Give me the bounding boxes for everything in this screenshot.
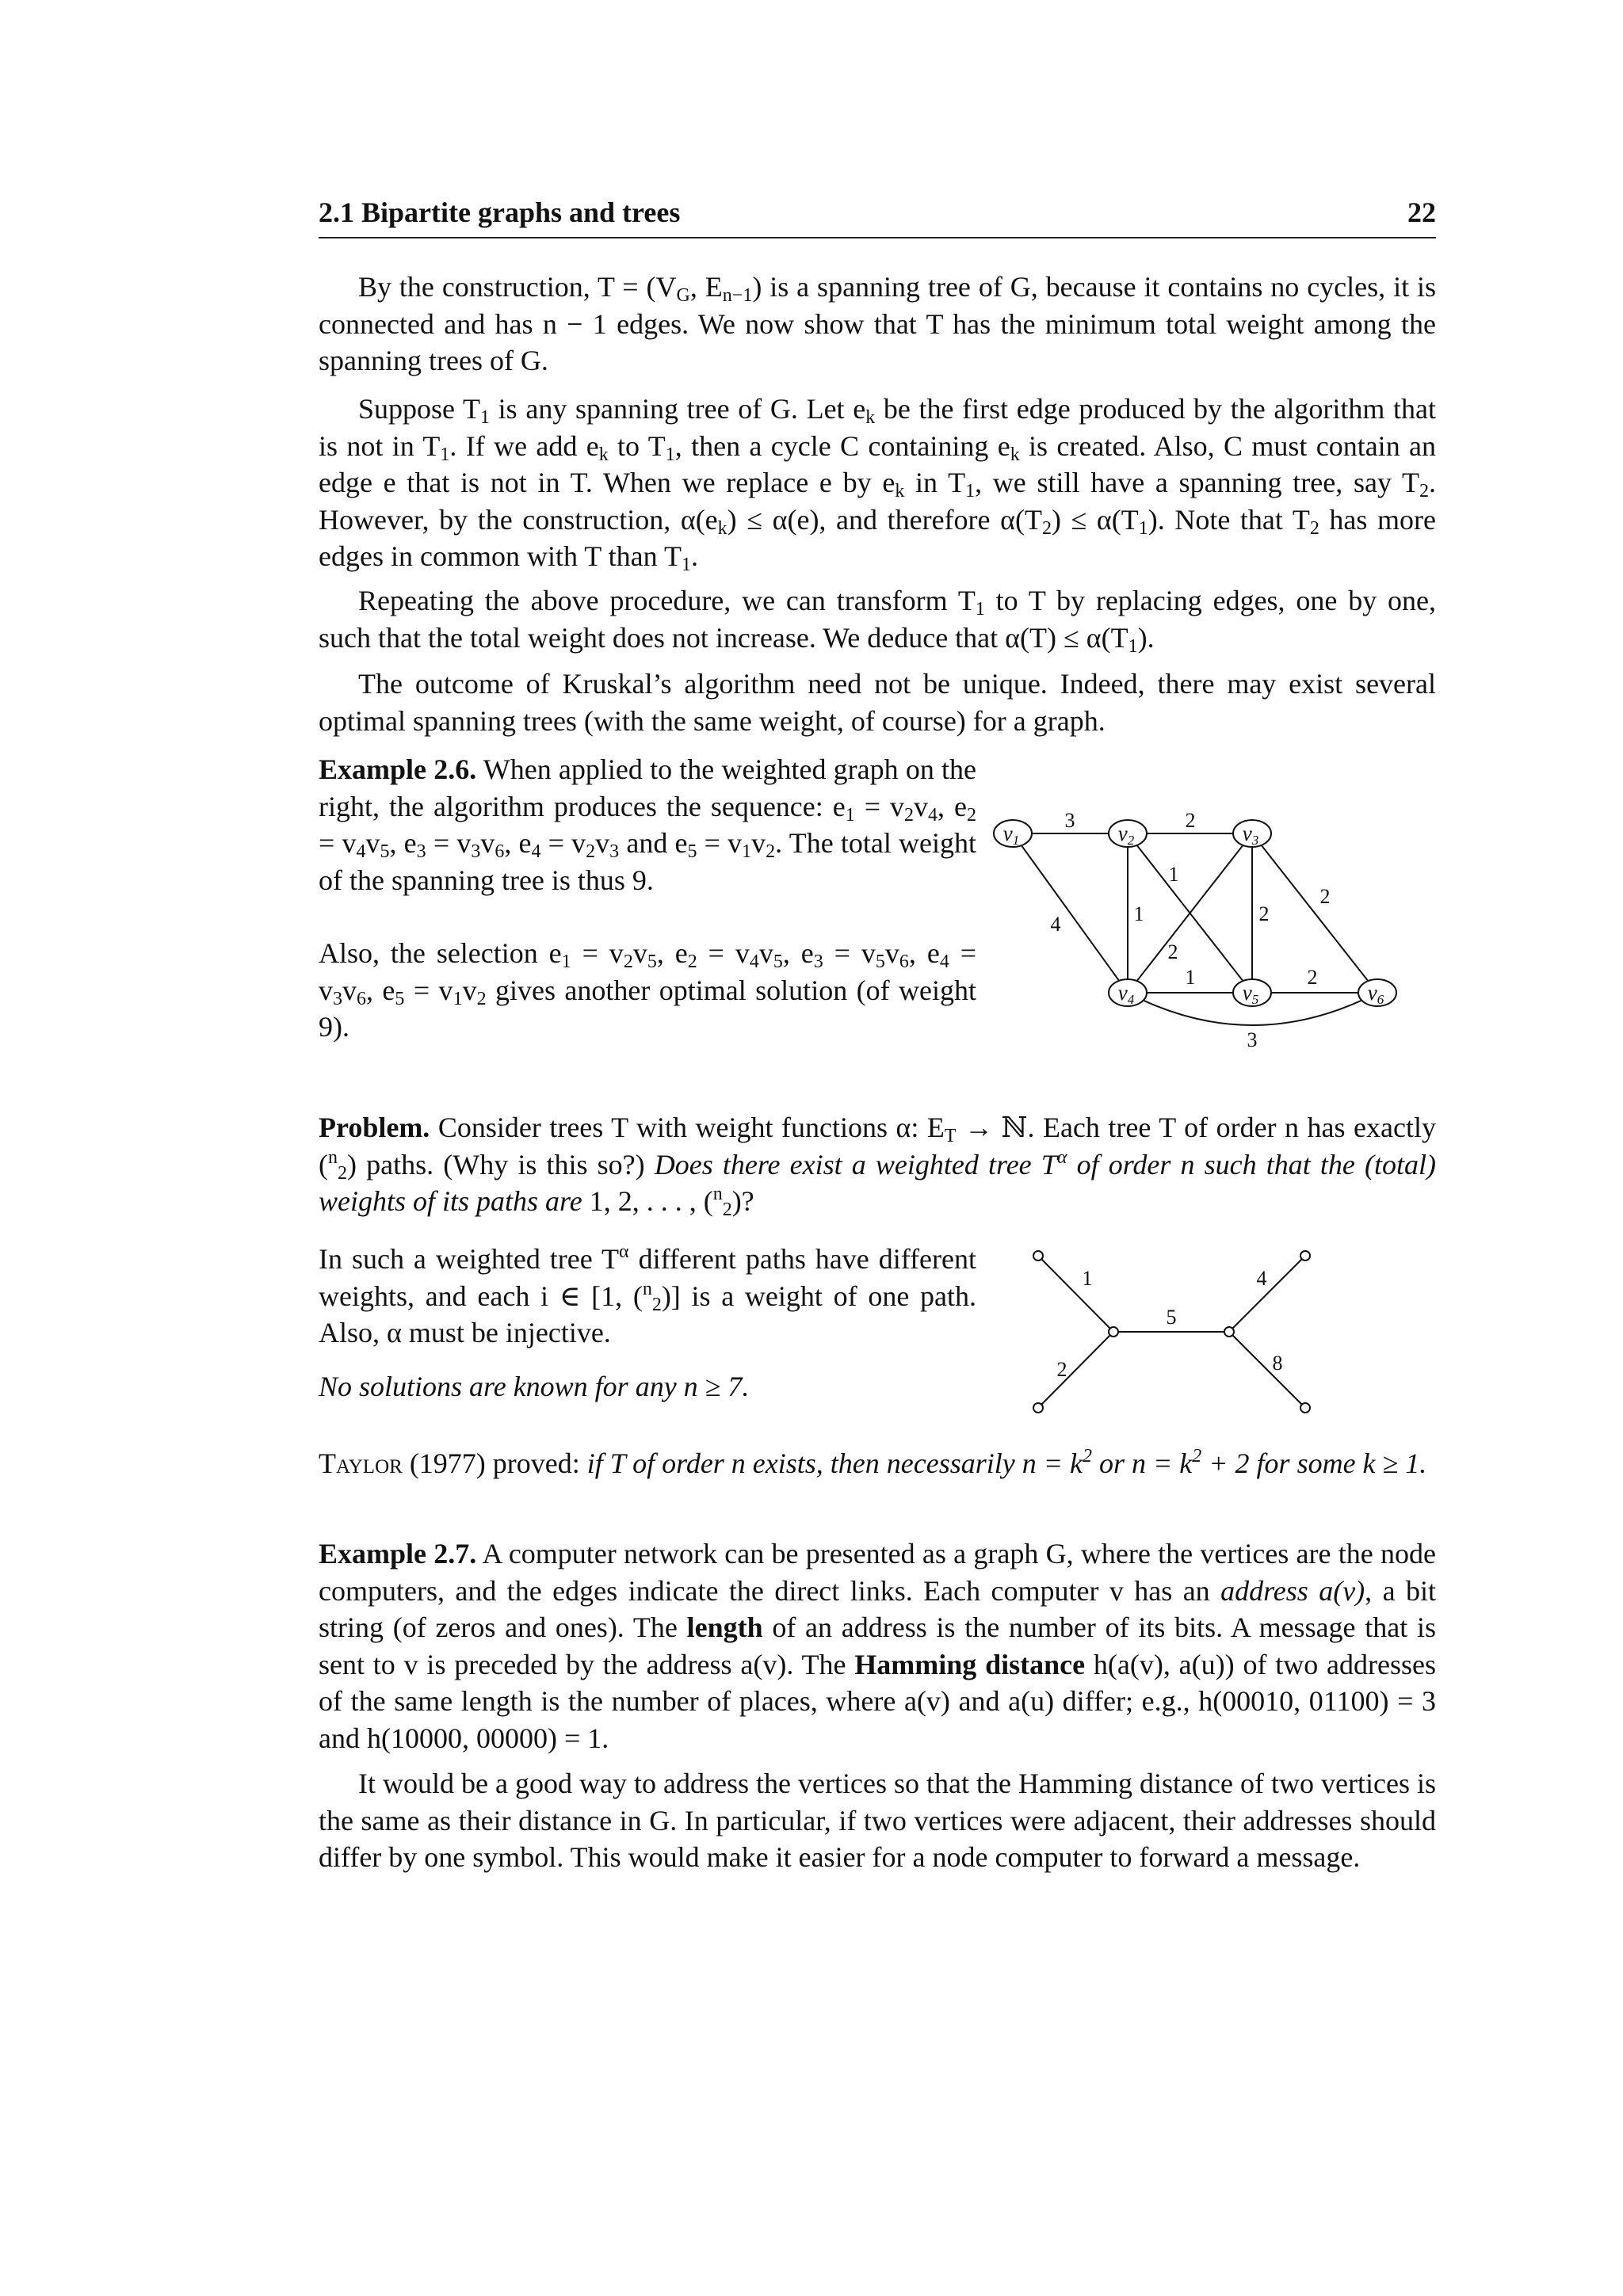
weight-v3v5: 2 [1258, 902, 1270, 925]
vertex-label-v3: v3 [1242, 822, 1259, 848]
example-2-6-alternative: Also, the selection $e_1 = v_2v_5$, $e_2 = v_4v_5$, $e_3 = v_5v_6$, $e_4 = v_3v_6$, $e_5 = v_1v_2$ gives another optimal solution (of weight 9). [319, 937, 977, 1043]
example-2-7-label: Example 2.7. [319, 1538, 477, 1569]
tree-edge-upper-left [1038, 1256, 1113, 1332]
tree-vertex-center-right [1224, 1327, 1234, 1337]
vertex-label-v4: v4 [1117, 981, 1135, 1007]
section-title: 2.1 Bipartite graphs and trees [319, 196, 681, 228]
tree-weight-middle: 5 [1166, 1306, 1177, 1329]
tree-edge-lower-right [1229, 1332, 1305, 1408]
vertex-label-v2: v2 [1117, 822, 1135, 848]
running-header [319, 193, 1436, 238]
weight-v5v6: 2 [1307, 966, 1318, 989]
vertex-label-v5: v5 [1242, 981, 1259, 1007]
tree-weight-lower-left: 2 [1056, 1358, 1067, 1381]
edge-v1v4 [1013, 833, 1128, 993]
problem-text: Consider trees T with weight functions α: $E_T$ → ℕ. Each tree T of order n has exactly ($^n_2$) paths. (Why is this so?) Does there exist a weighted tree $T^\alpha$ of order n such that the (total) weights of its paths are 1, 2, . . . , ($^n_2$)? [319, 1112, 1437, 1220]
weighted-graph-figure [983, 800, 1419, 1062]
paragraph-repeating: Repeating the above procedure, we can transform $T_1$ to T by replacing edges, one by one, such that the total weight does not increase. We deduce that $\alpha(T) \le \alpha(T_1)$. [319, 585, 1436, 657]
weight-v1v4: 4 [1050, 913, 1061, 936]
example-2-6-label: Example 2.6. [319, 753, 477, 785]
paragraph-taylor: Taylor (1977) proved: if T of order n exists, then necessarily $n = k^2$ or $n = k^2 + 2$ for some k ≥ 1. [319, 1446, 1427, 1479]
tree-vertex-leaf-lower-left [1033, 1403, 1043, 1413]
paragraph-spanning-tree: By the construction, $T = (V_G$, $E_{n-1}$) is a spanning tree of G, because it contains no cycles, it is connected and has n − 1 edges. We now show that T has the minimum total weight among the spanning trees of G. [319, 271, 1437, 376]
weight-v4v5: 1 [1185, 966, 1196, 989]
weight-v2v3: 2 [1185, 809, 1196, 832]
page-number: 22 [1407, 196, 1436, 228]
tree-vertex-leaf-upper-right [1300, 1251, 1310, 1261]
weight-v3v4: 2 [1167, 940, 1178, 963]
tree-edge-lower-left [1038, 1332, 1113, 1408]
tree-weight-upper-left: 1 [1082, 1267, 1093, 1290]
weight-v2v5: 1 [1168, 863, 1179, 886]
paragraph-proof: Suppose $T_1$ is any spanning tree of G. Let $e_k$ be the first edge produced by the algorithm that is not in $T_1$. If we add $e_k$ to $T_1$, then a cycle C containing $e_k$ is created. Also, C must contain an edge e that is not in T. When we replace e by $e_k$ in $T_1$, we still have a spanning tree, say $T_2$. However, by the construction, $\alpha(e_k) \le \alpha(e)$, and therefore $\alpha(T_2) \le \alpha(T_1)$. Note that $T_2$ has more edges in common with T than $T_1$. [319, 393, 1437, 575]
problem-label: Problem. [319, 1112, 430, 1143]
paragraph-no-solutions: No solutions are known for any n ≥ 7. [319, 1371, 750, 1402]
paragraph-kruskal-uniqueness: The outcome of Kruskal’s algorithm need not be unique. Indeed, there may exist several optimal spanning trees (with the same weight, of course) for a graph. [319, 668, 1436, 737]
weight-v1v2: 3 [1064, 809, 1075, 832]
tree-vertex-center-left [1109, 1327, 1118, 1337]
example-2-7 [319, 1535, 1436, 1756]
paragraph-weighted-tree: In such a weighted tree $T^\alpha$ different paths have different weights, and each i ∈ [1, ($^n_2$)] is a weight of one path. Also, α must be injective. [319, 1241, 976, 1348]
tree-vertex-leaf-upper-left [1033, 1251, 1043, 1261]
weight-v4v6: 3 [1247, 1028, 1258, 1051]
tree-edge-upper-right [1229, 1256, 1305, 1332]
vertex-label-v1: v1 [1002, 822, 1020, 848]
example-2-7-text: A computer network can be presented as a graph G, where the vertices are the node computers, and the edges indicate the direct links. Each computer v has an address a(v), a bit string (of zeros and ones). The length of an address is the number of its bits. A message that is sent to v is preceded by the address a(v). The Hamming distance h(a(v), a(u)) of two addresses of the same length is the number of places, where a(v) and a(u) differ; e.g., h(00010, 01100) = 3 and h(10000, 00000) = 1. [319, 1538, 1437, 1754]
problem [319, 1109, 1436, 1220]
tree-weight-lower-right: 8 [1272, 1352, 1283, 1375]
tree-weight-upper-right: 4 [1256, 1267, 1267, 1290]
paragraph-hamming-addressing: It would be a good way to address the vertices so that the Hamming distance of two vertices is the same as their distance in G. In particular, if two vertices were adjacent, their addresses should differ by one symbol. This would make it easier for a node computer to forward a message. [319, 1768, 1436, 1873]
example-2-6-text: When applied to the weighted graph on the right, the algorithm produces the sequence: $e_1 = v_2v_4$, $e_2 = v_4v_5$, $e_3 = v_3v_6$, $e_4 = v_2v_3$ and $e_5 = v_1v_2$. The total weight of the spanning tree is thus 9. [319, 753, 976, 896]
weight-v2v4: 1 [1133, 902, 1144, 925]
weighted-tree-figure [1014, 1240, 1331, 1438]
weight-v3v6: 2 [1319, 885, 1331, 908]
tree-vertex-leaf-lower-right [1300, 1403, 1310, 1413]
vertex-label-v6: v6 [1367, 981, 1384, 1007]
example-2-6 [319, 751, 976, 898]
